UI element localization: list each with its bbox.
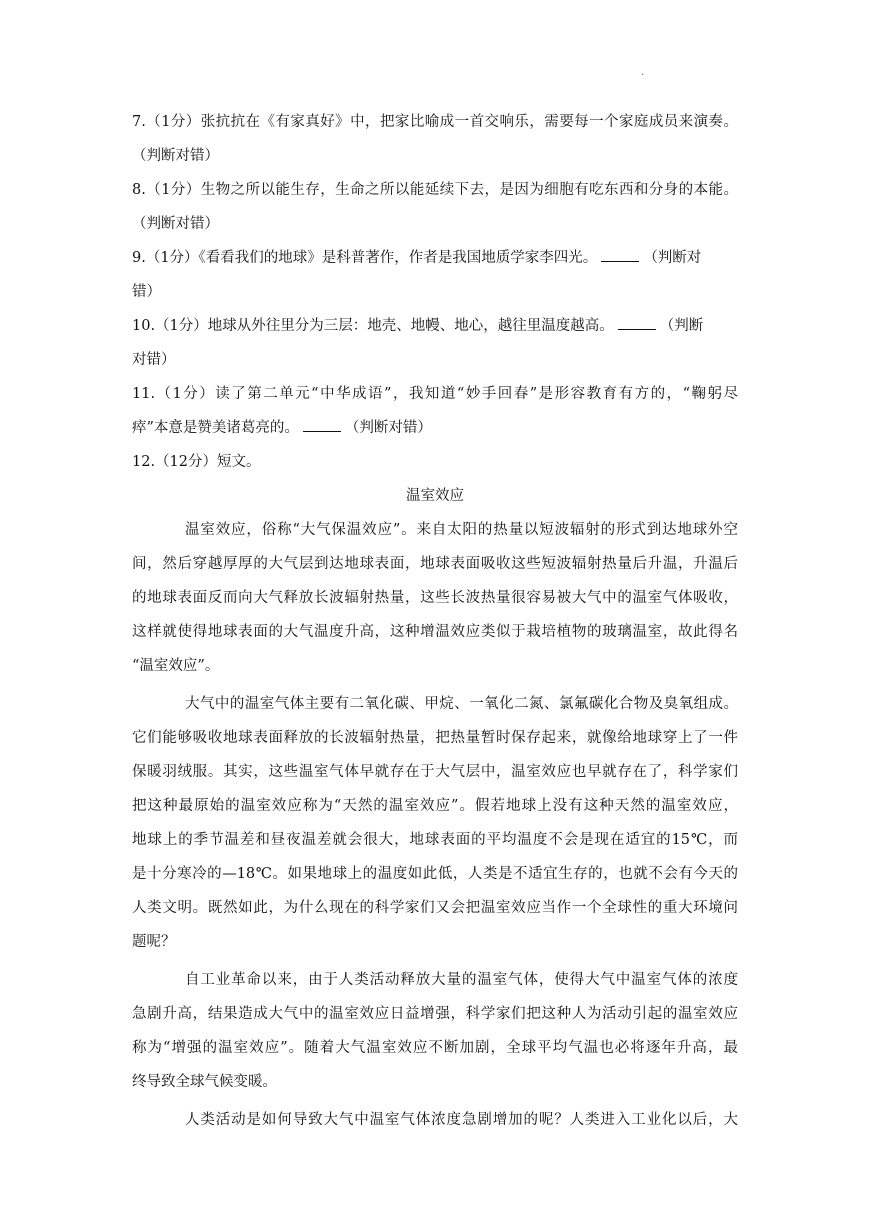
paragraph-2-line: 地球上的季节温差和昼夜温差就会很大，地球表面的平均温度不会是现在适宜的15℃，而 <box>132 832 738 848</box>
paragraph-1-line: 间，然后穿越厚厚的大气层到达地球表面，地球表面吸收这些短波辐射热量后升温，升温后 <box>132 556 738 572</box>
question-10-text: 10.（1分）地球从外往里分为三层：地壳、地幔、地心，越往里温度越高。 <box>132 318 614 334</box>
paragraph-1-line: 的地球表面反而向大气释放长波辐射热量，这些长波热量很容易被大气中的温室气体吸收， <box>132 590 738 606</box>
question-12-line-1: 12.（12分）短文。 <box>132 454 261 470</box>
question-10-line-1 <box>132 309 738 343</box>
paragraph-3-line: 称为“增强的温室效应”。随着大气温室效应不断加剧，全球平均气温也必将逐年升高，最 <box>132 1040 738 1056</box>
paragraph-3-line: 急剧升高，结果造成大气中的温室效应日益增强，科学家们把这种人为活动引起的温室效应 <box>132 1006 738 1022</box>
paragraph-1-line: 温室效应，俗称“大气保温效应”。来自太阳的热量以短波辐射的形式到达地球外空 <box>185 522 738 538</box>
article-title: 温室效应 <box>406 488 464 504</box>
paragraph-2-line: 保暖羽绒服。其实，这些温室气体早就存在于大气层中，温室效应也早就存在了，科学家们 <box>132 764 738 780</box>
paragraph-2-line: 人类文明。既然如此，为什么现在的科学家们又会把温室效应当作一个全球性的重大环境问 <box>132 900 738 916</box>
question-11-line-2 <box>132 411 738 445</box>
corner-mark: . <box>641 67 645 78</box>
question-10-line-2: 对错） <box>132 352 176 368</box>
paragraph-1-line: “温室效应”。 <box>132 658 220 674</box>
question-8-line-1: 8.（1分）生物之所以能生存，生命之所以能延续下去，是因为细胞有吃东西和分身的本能。 <box>132 182 738 198</box>
question-9-suffix: （判断对 <box>643 250 702 266</box>
question-11-text: 瘁”本意是赞美诸葛亮的。 <box>132 420 299 436</box>
paragraph-2-line: 它们能够吸收地球表面释放的长波辐射热量，把热量暂时保存起来，就像给地球穿上了一件 <box>132 730 738 746</box>
answer-blank[interactable] <box>618 315 656 330</box>
answer-blank[interactable] <box>601 247 639 262</box>
question-11-line-1: 11.（1分）读了第二单元“中华成语”，我知道“妙手回春”是形容教育有方的，“鞠躬尽 <box>132 386 738 402</box>
question-7-line-2: （判断对错） <box>132 148 219 164</box>
question-8-line-2: （判断对错） <box>132 216 219 232</box>
answer-blank[interactable] <box>303 417 341 432</box>
question-9-line-1 <box>132 241 738 275</box>
paragraph-3-line: 自工业革命以来，由于人类活动释放大量的温室气体，使得大气中温室气体的浓度 <box>185 972 738 988</box>
paragraph-4-line: 人类活动是如何导致大气中温室气体浓度急剧增加的呢？人类进入工业化以后，大 <box>185 1112 738 1128</box>
paragraph-2-line: 大气中的温室气体主要有二氧化碳、甲烷、一氧化二氮、氯氟碳化合物及臭氧组成。 <box>185 696 738 712</box>
paragraph-3-line: 终导致全球气候变暖。 <box>132 1074 277 1090</box>
paragraph-2-line: 把这种最原始的温室效应称为“天然的温室效应”。假若地球上没有这种天然的温室效应， <box>132 798 738 814</box>
question-7-line-1: 7.（1分）张抗抗在《有家真好》中，把家比喻成一首交响乐，需要每一个家庭成员来演奏。 <box>132 114 738 130</box>
paragraph-2-line: 题呢？ <box>132 934 176 950</box>
question-9-line-2: 错） <box>132 284 161 300</box>
question-11-suffix: （判断对错） <box>344 420 432 436</box>
paragraph-1-line: 这样就使得地球表面的大气温度升高，这种增温效应类似于栽培植物的玻璃温室，故此得名 <box>132 624 738 640</box>
question-10-suffix: （判断 <box>659 318 704 334</box>
paragraph-2-line: 是十分寒冷的—18℃。如果地球上的温度如此低，人类是不适宜生存的，也就不会有今天的 <box>132 866 738 882</box>
question-9-text: 9.（1分）《看看我们的地球》是科普著作，作者是我国地质学家李四光。 <box>132 250 598 266</box>
